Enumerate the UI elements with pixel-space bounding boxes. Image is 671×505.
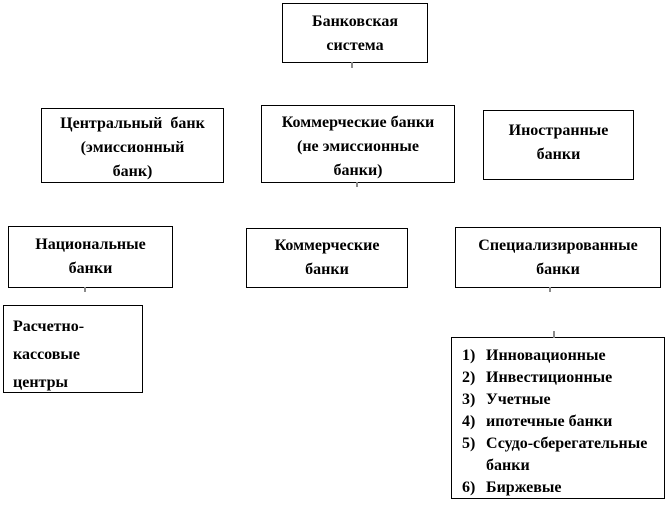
list-item-number: 3) [462, 391, 476, 408]
list-item-number: 2) [462, 369, 476, 386]
list-item [462, 433, 664, 477]
box-text-line: Национальные [35, 236, 146, 253]
connector-tick [553, 331, 555, 338]
box-text-line: банк) [112, 163, 153, 180]
box-cash-settlement-centers [3, 305, 143, 393]
box-text-line: банки) [333, 162, 383, 179]
list-item-number: 4) [462, 413, 476, 430]
list-item-text: Ссудо-сберегательные банки [486, 435, 648, 474]
box-text-line: банки [536, 146, 581, 163]
box-foreign-banks [483, 110, 634, 180]
list-item-number: 6) [462, 479, 476, 496]
box-text-line: Расчетно- [13, 318, 85, 335]
connector-tick [356, 182, 358, 187]
box-text-line: банки [536, 261, 580, 278]
box-text-line: центры [13, 374, 68, 391]
list-item [462, 477, 664, 499]
box-commercial-non-emission-banks [261, 105, 455, 183]
box-text-line: кассовые [13, 346, 81, 363]
box-text-line: (эмиссионный [80, 139, 185, 156]
connector-tick [351, 62, 353, 68]
box-text-line: Иностранные [508, 122, 609, 139]
list-item-text: Биржевые [486, 479, 562, 496]
list-item [462, 389, 664, 411]
box-text-line: (не эмиссионные [297, 138, 419, 155]
list-item-text: Учетные [486, 391, 551, 408]
box-text-line: банки [68, 260, 113, 277]
box-national-banks [8, 226, 173, 288]
connector-tick [549, 287, 551, 292]
box-text-line: Коммерческие [274, 237, 380, 254]
list-item-text: ипотечные банки [486, 413, 613, 430]
box-specialized-banks [455, 227, 661, 288]
list-item-number: 1) [462, 347, 476, 364]
box-specialized-banks-list [451, 337, 665, 499]
list-item [462, 345, 664, 367]
list-item [462, 367, 664, 389]
box-text-line: Банковская [312, 13, 398, 30]
box-text-line: Специализированные [478, 237, 638, 254]
list-item-number: 5) [462, 435, 476, 452]
list-item-text: Инновационные [486, 347, 606, 364]
box-text-line: банки [305, 261, 349, 278]
box-central-bank [41, 108, 224, 183]
list-item [462, 411, 664, 433]
box-text-line: система [326, 37, 384, 54]
box-commercial-banks [246, 228, 408, 288]
list-item-text: Инвестиционные [486, 369, 613, 386]
box-text-line: Коммерческие банки [281, 114, 435, 131]
box-banking-system [282, 3, 428, 63]
connector-tick [84, 287, 86, 292]
box-text-line: Центральный банк [60, 115, 205, 132]
